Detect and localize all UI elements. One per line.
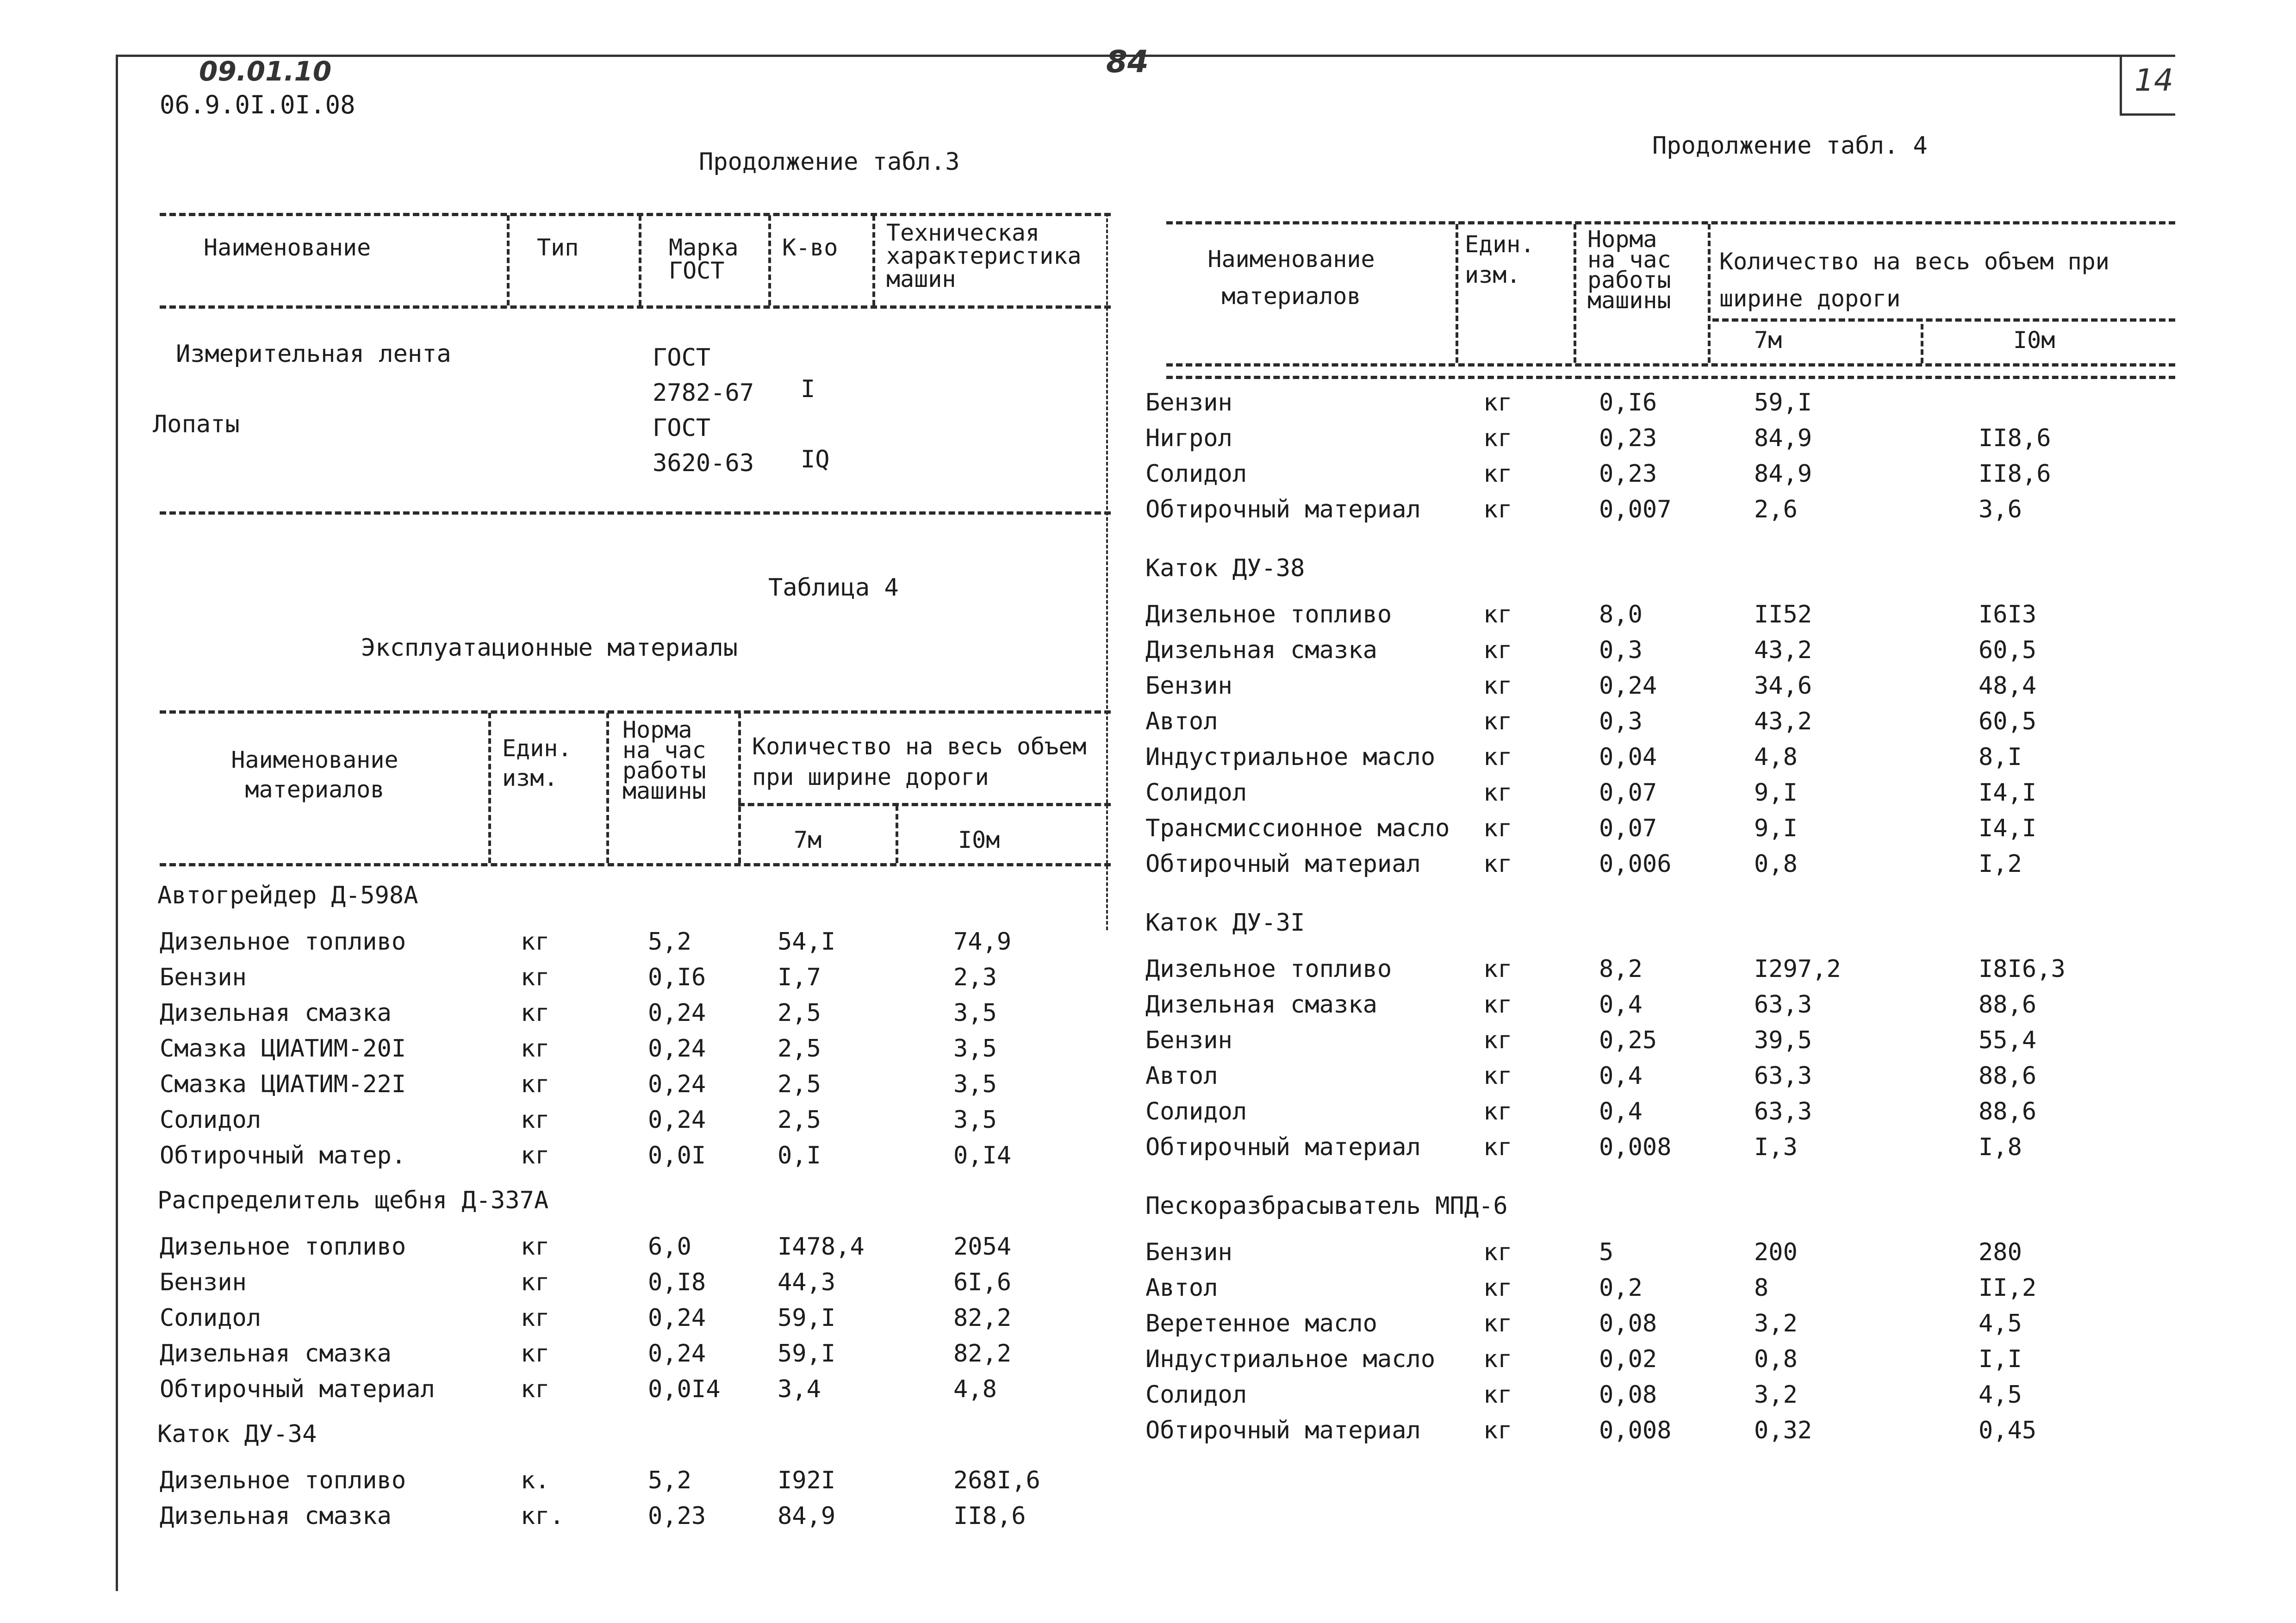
right-material-material-name: Бензин	[1145, 1026, 1232, 1054]
right-material-row	[0, 1062, 2296, 1091]
left-material-qty-10m: 3,5	[953, 999, 997, 1027]
right-material-qty-7m: II52	[1754, 601, 1812, 628]
left-material-row	[0, 1502, 2296, 1531]
right-material-norm-per-hour: 0,24	[1599, 672, 1657, 700]
left-material-qty-7m: 59,I	[778, 1340, 836, 1368]
table3-row-qty: IQ	[801, 446, 830, 473]
left-material-material-name: Солидол	[160, 1106, 261, 1134]
left-material-unit: кг	[521, 1142, 550, 1169]
table4-header-10m: I0м	[958, 827, 1000, 853]
right-material-qty-10m: 4,5	[1979, 1381, 2022, 1409]
right-material-qty-7m: 84,9	[1754, 424, 1812, 452]
right-material-row	[0, 1133, 2296, 1162]
right-col-divider	[1456, 224, 1458, 363]
table3-col-divider	[872, 215, 875, 305]
right-material-norm-per-hour: 0,25	[1599, 1026, 1657, 1054]
right-material-row	[0, 1098, 2296, 1126]
right-material-qty-7m: 84,9	[1754, 460, 1812, 488]
left-material-norm-per-hour: 0,24	[648, 1035, 706, 1063]
left-material-qty-10m: 0,I4	[953, 1142, 1012, 1169]
right-material-norm-per-hour: 0,02	[1599, 1345, 1657, 1373]
right-material-material-name: Обтирочный материал	[1145, 1133, 1421, 1161]
left-material-material-name: Дизельное топливо	[160, 1233, 406, 1261]
left-material-material-name: Бензин	[160, 1269, 247, 1296]
right-material-unit: кг	[1483, 496, 1512, 523]
right-material-qty-10m: 88,6	[1979, 1098, 2037, 1126]
right-material-norm-per-hour: 0,2	[1599, 1274, 1643, 1302]
right-material-qty-7m: 4,8	[1754, 743, 1798, 771]
table3-row-grade: ГОСТ 2782-67	[653, 344, 754, 407]
left-material-norm-per-hour: 0,23	[648, 1502, 706, 1530]
right-header-mid-rule	[1712, 318, 2175, 322]
left-material-norm-per-hour: 0,24	[648, 1340, 706, 1368]
left-material-norm-per-hour: 0,0I	[648, 1142, 706, 1169]
table3-col-divider	[639, 215, 641, 305]
right-header-top-rule	[1166, 221, 2175, 224]
right-material-unit: кг	[1483, 1345, 1512, 1373]
left-material-material-name: Солидол	[160, 1304, 261, 1332]
right-material-qty-10m: II8,6	[1979, 460, 2051, 488]
right-material-qty-10m: II,2	[1979, 1274, 2037, 1302]
right-material-unit: кг	[1483, 389, 1512, 417]
left-material-qty-7m: 84,9	[778, 1502, 836, 1530]
left-material-material-name: Смазка ЦИАТИМ-20I	[160, 1035, 406, 1063]
right-material-norm-per-hour: 0,4	[1599, 991, 1643, 1019]
right-material-norm-per-hour: 0,006	[1599, 850, 1672, 878]
sheet-number: 14	[2134, 62, 2173, 98]
right-material-qty-10m: 4,5	[1979, 1310, 2022, 1337]
left-material-qty-10m: 268I,6	[953, 1467, 1040, 1494]
right-material-material-name: Индустриальное масло	[1145, 743, 1436, 771]
left-material-qty-10m: 2,3	[953, 964, 997, 991]
machine-group-title: Автогрейдер Д-598А	[157, 882, 418, 909]
right-material-qty-7m: 3,2	[1754, 1310, 1798, 1337]
right-material-unit: кг	[1483, 601, 1512, 628]
left-material-qty-7m: 3,4	[778, 1375, 821, 1403]
right-material-qty-7m: 8	[1754, 1274, 1769, 1302]
left-material-qty-7m: 2,5	[778, 1070, 821, 1098]
right-material-norm-per-hour: 0,I6	[1599, 389, 1657, 417]
right-header-name: Наименование материалов	[1207, 246, 1375, 310]
right-material-material-name: Дизельное топливо	[1145, 955, 1392, 983]
right-material-row	[0, 424, 2296, 453]
right-material-unit: кг	[1483, 850, 1512, 878]
left-material-qty-7m: I,7	[778, 964, 821, 991]
left-material-unit: кг	[521, 1375, 550, 1403]
right-material-unit: кг	[1483, 672, 1512, 700]
right-header-norm: Норма на час работы машины	[1587, 226, 1671, 314]
left-material-material-name: Обтирочный материал	[160, 1375, 435, 1403]
left-material-qty-7m: 2,5	[778, 999, 821, 1027]
right-material-qty-7m: 63,3	[1754, 1062, 1812, 1090]
document-code: 06.9.0I.0I.08	[160, 90, 355, 119]
table3-row-name: Лопаты	[153, 410, 240, 438]
left-material-row	[0, 1467, 2296, 1495]
left-material-qty-7m: 44,3	[778, 1269, 836, 1296]
machine-group-title: Пескоразбрасыватель МПД-6	[1145, 1192, 1508, 1220]
right-header-10m: I0м	[2013, 327, 2055, 354]
left-material-material-name: Дизельное топливо	[160, 1467, 406, 1494]
right-material-material-name: Трансмиссионное масло	[1145, 815, 1450, 842]
left-material-norm-per-hour: 0,24	[648, 1304, 706, 1332]
right-material-row	[0, 636, 2296, 665]
right-material-row	[0, 1274, 2296, 1303]
left-material-qty-7m: 0,I	[778, 1142, 821, 1169]
left-material-norm-per-hour: 0,24	[648, 1106, 706, 1134]
right-material-unit: кг	[1483, 424, 1512, 452]
right-material-qty-7m: 9,I	[1754, 779, 1798, 807]
table3-row-grade: ГОСТ 3620-63	[653, 414, 754, 477]
right-material-norm-per-hour: 0,007	[1599, 496, 1672, 523]
page-number: 84	[1106, 44, 1149, 80]
table3-col-divider	[507, 215, 510, 305]
right-material-row	[0, 708, 2296, 736]
left-material-qty-7m: I92I	[778, 1467, 836, 1494]
right-material-qty-7m: 63,3	[1754, 991, 1812, 1019]
right-material-qty-7m: 200	[1754, 1238, 1798, 1266]
left-material-unit: кг	[521, 1269, 550, 1296]
right-material-norm-per-hour: 0,3	[1599, 636, 1643, 664]
right-material-norm-per-hour: 0,008	[1599, 1417, 1672, 1444]
right-material-qty-7m: 0,32	[1754, 1417, 1812, 1444]
sheet-box-bottom	[2120, 113, 2175, 116]
right-material-norm-per-hour: 8,2	[1599, 955, 1643, 983]
right-material-row	[0, 779, 2296, 808]
right-material-qty-7m: I,3	[1754, 1133, 1798, 1161]
table4-header-norm: Норма на час работы машины	[622, 716, 706, 804]
right-material-norm-per-hour: 0,07	[1599, 815, 1657, 842]
left-material-qty-10m: 82,2	[953, 1304, 1012, 1332]
table3-header-grade: Марка ГОСТ	[669, 234, 739, 284]
left-material-unit: кг	[521, 1233, 550, 1261]
right-material-row	[0, 1345, 2296, 1374]
right-material-qty-7m: 63,3	[1754, 1098, 1812, 1126]
right-material-qty-10m: I,2	[1979, 850, 2022, 878]
table3-header-bottom-rule	[160, 305, 1111, 309]
right-material-unit: кг	[1483, 1098, 1512, 1126]
right-material-qty-7m: 0,8	[1754, 850, 1798, 878]
table4-subtitle: Эксплуатационные материалы	[361, 634, 738, 662]
right-material-qty-7m: 3,2	[1754, 1381, 1798, 1409]
right-material-row	[0, 1238, 2296, 1267]
right-material-unit: кг	[1483, 1133, 1512, 1161]
right-material-qty-7m: 34,6	[1754, 672, 1812, 700]
left-material-unit: кг	[521, 1106, 550, 1134]
machine-group-title: Каток ДУ-34	[157, 1420, 317, 1448]
left-material-unit: кг	[521, 1070, 550, 1098]
right-material-material-name: Солидол	[1145, 779, 1247, 807]
right-material-material-name: Солидол	[1145, 460, 1247, 488]
right-material-unit: кг	[1483, 779, 1512, 807]
right-material-material-name: Солидол	[1145, 1098, 1247, 1126]
left-material-norm-per-hour: 5,2	[648, 1467, 691, 1494]
left-material-qty-7m: 54,I	[778, 928, 836, 956]
left-material-material-name: Смазка ЦИАТИМ-22I	[160, 1070, 406, 1098]
table3-header-qty: К-во	[782, 234, 838, 261]
table4-header-unit: Един. изм.	[502, 735, 572, 791]
right-material-norm-per-hour: 0,4	[1599, 1098, 1643, 1126]
left-material-qty-10m: 6I,6	[953, 1269, 1012, 1296]
table3-header-type: Тип	[537, 234, 579, 261]
machine-group-title: Распределитель щебня Д-337А	[157, 1187, 549, 1214]
left-material-qty-10m: 3,5	[953, 1106, 997, 1134]
table4-header-qty: Количество на весь объем при ширине дороги	[752, 733, 1087, 790]
right-material-unit: кг	[1483, 1417, 1512, 1444]
right-material-qty-7m: 59,I	[1754, 389, 1812, 417]
right-material-norm-per-hour: 0,3	[1599, 708, 1643, 735]
right-material-norm-per-hour: 8,0	[1599, 601, 1643, 628]
left-material-material-name: Бензин	[160, 964, 247, 991]
right-material-qty-10m: 3,6	[1979, 496, 2022, 523]
left-material-qty-10m: 4,8	[953, 1375, 997, 1403]
right-material-unit: кг	[1483, 955, 1512, 983]
right-material-qty-7m: 2,6	[1754, 496, 1798, 523]
left-material-material-name: Обтирочный матер.	[160, 1142, 406, 1169]
right-material-row	[0, 991, 2296, 1020]
right-material-material-name: Обтирочный материал	[1145, 1417, 1421, 1444]
right-material-unit: кг	[1483, 1238, 1512, 1266]
left-material-qty-10m: 2054	[953, 1233, 1012, 1261]
table3-row-name: Измерительная лента	[176, 340, 451, 368]
right-material-qty-7m: 43,2	[1754, 636, 1812, 664]
right-material-row	[0, 496, 2296, 524]
right-material-qty-10m: I8I6,3	[1979, 955, 2066, 983]
right-material-material-name: Дизельное топливо	[1145, 601, 1392, 628]
left-material-unit: кг	[521, 1035, 550, 1063]
left-material-material-name: Дизельное топливо	[160, 928, 406, 956]
right-material-qty-7m: I297,2	[1754, 955, 1841, 983]
right-material-unit: кг	[1483, 743, 1512, 771]
left-material-norm-per-hour: 0,I6	[648, 964, 706, 991]
right-material-qty-10m: I6I3	[1979, 601, 2037, 628]
right-material-row	[0, 955, 2296, 984]
right-material-material-name: Веретенное масло	[1145, 1310, 1377, 1337]
right-material-row	[0, 1310, 2296, 1338]
right-material-qty-7m: 9,I	[1754, 815, 1798, 842]
right-material-unit: кг	[1483, 708, 1512, 735]
left-material-qty-10m: 82,2	[953, 1340, 1012, 1368]
table3-header-top-rule	[160, 213, 1111, 216]
left-material-material-name: Дизельная смазка	[160, 1340, 392, 1368]
right-header-7m: 7м	[1754, 327, 1782, 354]
left-material-norm-per-hour: 0,0I4	[648, 1375, 721, 1403]
right-material-material-name: Автол	[1145, 1274, 1218, 1302]
left-material-qty-7m: 2,5	[778, 1035, 821, 1063]
right-material-row	[0, 601, 2296, 629]
right-material-material-name: Бензин	[1145, 672, 1232, 700]
right-material-qty-7m: 0,8	[1754, 1345, 1798, 1373]
table4-header-7m: 7м	[794, 827, 822, 853]
left-material-norm-per-hour: 5,2	[648, 928, 691, 956]
right-material-qty-10m: II8,6	[1979, 424, 2051, 452]
left-material-unit: кг	[521, 1304, 550, 1332]
right-material-unit: кг	[1483, 460, 1512, 488]
right-material-norm-per-hour: 0,08	[1599, 1310, 1657, 1337]
right-header-unit: Един. изм.	[1465, 231, 1535, 288]
right-material-norm-per-hour: 5	[1599, 1238, 1614, 1266]
left-material-qty-7m: I478,4	[778, 1233, 865, 1261]
right-material-row	[0, 815, 2296, 843]
left-material-qty-10m: 3,5	[953, 1070, 997, 1098]
right-col-divider	[1921, 324, 1923, 363]
table4-continuation-title: Продолжение табл. 4	[1652, 132, 1928, 160]
right-header-bottom-rule-2	[1166, 376, 2175, 379]
machine-group-title: Каток ДУ-3I	[1145, 909, 1305, 937]
right-material-material-name: Обтирочный материал	[1145, 496, 1421, 523]
right-material-unit: кг	[1483, 1310, 1512, 1337]
right-material-qty-7m: 43,2	[1754, 708, 1812, 735]
right-material-qty-7m: 39,5	[1754, 1026, 1812, 1054]
right-material-row	[0, 1417, 2296, 1445]
right-material-unit: кг	[1483, 815, 1512, 842]
right-material-norm-per-hour: 0,23	[1599, 460, 1657, 488]
table3-header-specs: Техническая характеристика машин	[886, 219, 1082, 292]
right-material-norm-per-hour: 0,23	[1599, 424, 1657, 452]
left-material-qty-10m: II8,6	[953, 1502, 1026, 1530]
right-material-qty-10m: I,8	[1979, 1133, 2022, 1161]
right-header-qty: Количество на весь объем при ширине дороги	[1719, 248, 2109, 312]
right-material-material-name: Обтирочный материал	[1145, 850, 1421, 878]
left-material-unit: кг	[521, 964, 550, 991]
left-material-norm-per-hour: 0,I8	[648, 1269, 706, 1296]
right-material-qty-10m: 0,45	[1979, 1417, 2037, 1444]
left-material-norm-per-hour: 0,24	[648, 999, 706, 1027]
right-material-qty-10m: 55,4	[1979, 1026, 2037, 1054]
right-material-row	[0, 389, 2296, 417]
right-material-norm-per-hour: 0,04	[1599, 743, 1657, 771]
right-material-material-name: Солидол	[1145, 1381, 1247, 1409]
left-material-qty-10m: 74,9	[953, 928, 1012, 956]
right-material-material-name: Автол	[1145, 708, 1218, 735]
right-material-material-name: Бензин	[1145, 389, 1232, 417]
right-material-qty-10m: I,I	[1979, 1345, 2022, 1373]
right-col-divider	[1708, 224, 1711, 363]
left-material-unit: кг	[521, 1340, 550, 1368]
left-material-qty-10m: 3,5	[953, 1035, 997, 1063]
right-material-row	[0, 743, 2296, 772]
right-material-material-name: Дизельная смазка	[1145, 991, 1377, 1019]
right-material-unit: кг	[1483, 991, 1512, 1019]
table3-col-divider	[768, 215, 771, 305]
right-material-qty-10m: 60,5	[1979, 708, 2037, 735]
right-material-material-name: Нигрол	[1145, 424, 1232, 452]
left-material-unit: кг	[521, 999, 550, 1027]
left-material-qty-7m: 59,I	[778, 1304, 836, 1332]
right-material-unit: кг	[1483, 636, 1512, 664]
handwritten-date: 09.01.10	[199, 56, 332, 87]
right-material-row	[0, 460, 2296, 489]
right-material-unit: кг	[1483, 1274, 1512, 1302]
right-material-qty-10m: I4,I	[1979, 815, 2037, 842]
right-material-material-name: Дизельная смазка	[1145, 636, 1377, 664]
right-header-bottom-rule	[1166, 363, 2175, 367]
left-material-norm-per-hour: 0,24	[648, 1070, 706, 1098]
left-material-norm-per-hour: 6,0	[648, 1233, 691, 1261]
right-material-row	[0, 1381, 2296, 1410]
right-material-norm-per-hour: 0,008	[1599, 1133, 1672, 1161]
sheet-box-left	[2120, 55, 2122, 115]
left-material-unit: кг	[521, 928, 550, 956]
right-material-norm-per-hour: 0,08	[1599, 1381, 1657, 1409]
left-material-unit: кг.	[521, 1502, 564, 1530]
machine-group-title: Каток ДУ-38	[1145, 554, 1305, 582]
right-material-qty-10m: 88,6	[1979, 1062, 2037, 1090]
right-material-unit: кг	[1483, 1026, 1512, 1054]
left-material-material-name: Дизельная смазка	[160, 999, 392, 1027]
right-material-unit: кг	[1483, 1381, 1512, 1409]
right-col-divider	[1574, 224, 1576, 363]
right-material-norm-per-hour: 0,07	[1599, 779, 1657, 807]
right-material-qty-10m: 88,6	[1979, 991, 2037, 1019]
right-material-material-name: Бензин	[1145, 1238, 1232, 1266]
right-material-qty-10m: 280	[1979, 1238, 2022, 1266]
right-material-row	[0, 1026, 2296, 1055]
right-material-row	[0, 850, 2296, 879]
right-material-row	[0, 672, 2296, 701]
table4-header-name: Наименование материалов	[231, 746, 398, 803]
right-material-material-name: Автол	[1145, 1062, 1218, 1090]
right-material-norm-per-hour: 0,4	[1599, 1062, 1643, 1090]
right-material-material-name: Индустриальное масло	[1145, 1345, 1436, 1373]
right-material-unit: кг	[1483, 1062, 1512, 1090]
right-material-qty-10m: 60,5	[1979, 636, 2037, 664]
table4-label: Таблица 4	[768, 574, 899, 602]
table3-row-qty: I	[801, 375, 815, 403]
right-material-qty-10m: 48,4	[1979, 672, 2037, 700]
table3-continuation-title: Продолжение табл.3	[699, 148, 960, 176]
right-material-qty-10m: 8,I	[1979, 743, 2022, 771]
left-material-unit: к.	[521, 1467, 550, 1494]
right-material-qty-10m: I4,I	[1979, 779, 2037, 807]
left-material-qty-7m: 2,5	[778, 1106, 821, 1134]
left-material-material-name: Дизельная смазка	[160, 1502, 392, 1530]
table3-header-name: Наименование	[204, 234, 371, 261]
